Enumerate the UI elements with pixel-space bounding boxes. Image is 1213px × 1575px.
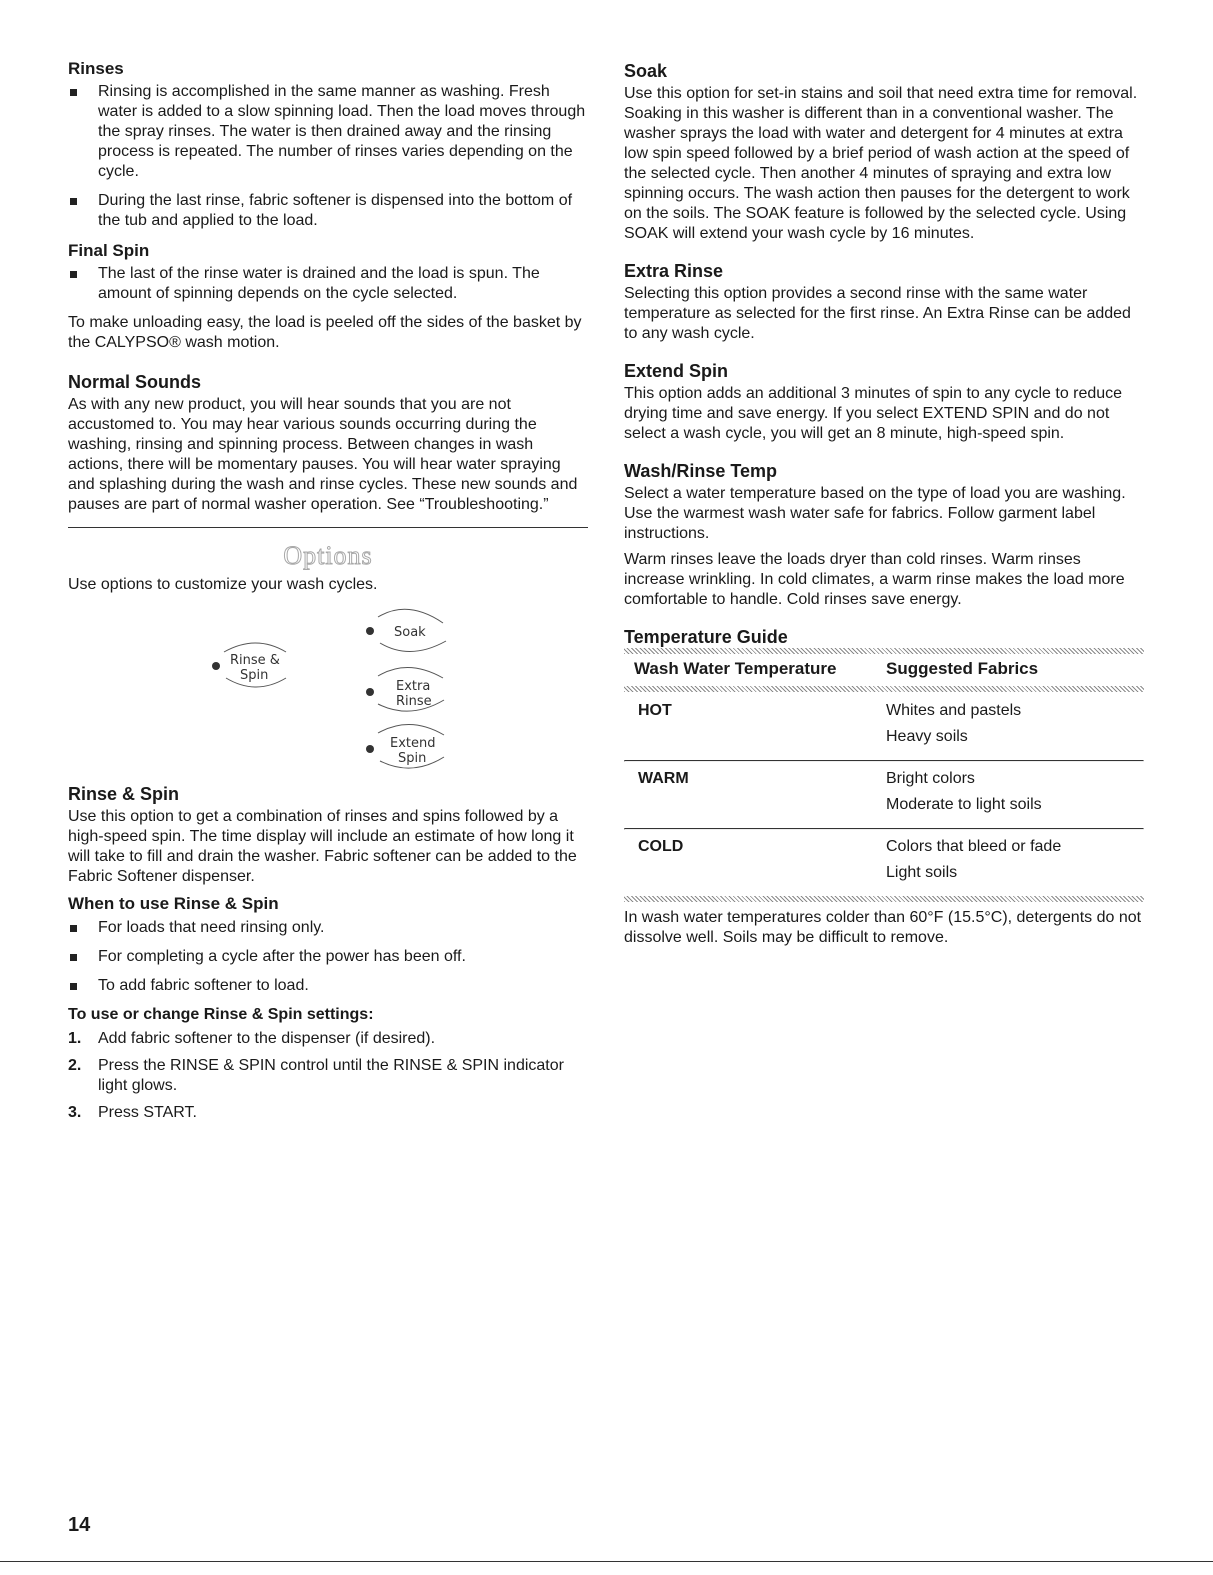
extend-spin-label-line2: Spin bbox=[398, 751, 427, 766]
temperature-guide-table bbox=[624, 648, 1144, 902]
rinse-spin-label-line1: Rinse & bbox=[230, 653, 280, 668]
extra-rinse-control-graphic bbox=[358, 660, 458, 715]
step-item bbox=[68, 1103, 588, 1123]
wash-rinse-temp-heading: Wash/Rinse Temp bbox=[624, 461, 778, 481]
extend-spin-control bbox=[358, 717, 458, 773]
rinse-spin-heading: Rinse & Spin bbox=[68, 784, 180, 804]
soak-heading: Soak bbox=[624, 61, 668, 81]
when-to-use-bullet: For completing a cycle after the power has been off. bbox=[68, 947, 588, 967]
table-bottom-border bbox=[624, 896, 1144, 902]
change-settings-heading: To use or change Rinse & Spin settings: bbox=[68, 1006, 374, 1023]
step-text: Press START. bbox=[98, 1104, 197, 1121]
when-to-use-heading: When to use Rinse & Spin bbox=[68, 894, 279, 913]
table-header bbox=[624, 654, 1144, 686]
options-title: Options bbox=[283, 541, 373, 570]
fabric-cell bbox=[886, 834, 1144, 886]
wash-rinse-temp-paragraph: Warm rinses leave the loads dryer than cold rinses. Warm rinses increase wrinkling. In cold climates, a warm rinse makes the load more comfortable to handle. Cold rinses save energy. bbox=[624, 551, 1125, 608]
when-to-use-bullet: To add fabric softener to load. bbox=[68, 976, 588, 996]
normal-sounds-heading: Normal Sounds bbox=[68, 372, 202, 392]
table-row bbox=[624, 830, 1144, 896]
extra-rinse-label-line2: Rinse bbox=[396, 694, 432, 709]
soak-control bbox=[358, 605, 458, 655]
fabric-cell bbox=[886, 766, 1144, 818]
options-intro: Use options to customize your wash cycles. bbox=[68, 576, 378, 593]
temperature-guide-heading: Temperature Guide bbox=[624, 627, 788, 647]
fabric-line: Whites and pastels bbox=[886, 702, 1022, 719]
fabric-line: Moderate to light soils bbox=[886, 796, 1042, 813]
soak-indicator-light bbox=[366, 627, 374, 635]
rinses-heading: Rinses bbox=[68, 59, 124, 78]
extend-spin-control-graphic bbox=[358, 717, 458, 773]
fabric-line: Colors that bleed or fade bbox=[886, 838, 1062, 855]
fabric-line: Heavy soils bbox=[886, 728, 968, 745]
when-to-use-bullet: For loads that need rinsing only. bbox=[68, 918, 588, 938]
extend-spin-label-line1: Extend bbox=[390, 736, 436, 751]
temp-cell: WARM bbox=[638, 770, 689, 787]
options-control-illustration bbox=[68, 605, 588, 775]
extra-rinse-indicator-light bbox=[366, 688, 374, 696]
page-number: 14 bbox=[68, 1514, 91, 1536]
soak-label: Soak bbox=[394, 625, 426, 640]
extra-rinse-heading: Extra Rinse bbox=[624, 261, 724, 281]
section-divider bbox=[68, 527, 588, 528]
rinse-spin-label-line2: Spin bbox=[240, 668, 269, 683]
step-number: 1. bbox=[68, 1030, 82, 1047]
temp-cell: HOT bbox=[638, 702, 672, 719]
normal-sounds-paragraph: As with any new product, you will hear sounds that you are not accustomed to. You may hear various sounds occurring during the washing, rinsing and spinning process. Between changes in wash actions, there will be momentary pauses. You will hear water spraying and splashing during the wash and rinse cycles. These new sounds and pauses are part of normal washer operation. See “Troubleshooting.” bbox=[68, 396, 578, 513]
extend-spin-paragraph: This option adds an additional 3 minutes of spin to any cycle to reduce drying time and save energy. If you select EXTEND SPIN and do not select a wash cycle, you will get an 8 minute, high-speed spin. bbox=[624, 385, 1123, 442]
step-text: Press the RINSE & SPIN control until the RINSE & SPIN indicator light glows. bbox=[98, 1057, 564, 1094]
extra-rinse-control bbox=[358, 660, 458, 715]
extend-spin-indicator-light bbox=[366, 745, 374, 753]
column-header-fabrics: Suggested Fabrics bbox=[886, 659, 1039, 678]
temperature-note: In wash water temperatures colder than 60°F (15.5°C), detergents do not dissolve well. Soils may be difficult to remove. bbox=[624, 909, 1142, 946]
fabric-cell bbox=[886, 698, 1144, 750]
fabric-line: Light soils bbox=[886, 864, 958, 881]
final-spin-paragraph: To make unloading easy, the load is peeled off the sides of the basket by the CALYPSO® wash motion. bbox=[68, 314, 582, 351]
extra-rinse-paragraph: Selecting this option provides a second rinse with the same water temperature as selected for the first rinse. An Extra Rinse can be added to any wash cycle. bbox=[624, 285, 1131, 342]
rinse-spin-control-graphic bbox=[206, 638, 306, 693]
rinse-spin-indicator-light bbox=[212, 662, 220, 670]
step-number: 3. bbox=[68, 1104, 82, 1121]
soak-control-graphic bbox=[358, 605, 458, 655]
soak-paragraph: Use this option for set-in stains and soil that need extra time for removal. Soaking in this washer is different than in a conventional washer. The washer sprays the load with water and detergent for 4 minutes at extra low spin speed followed by a brief period of wash action at the speed of the selected cycle. Then another 4 minutes of spraying and extra low spinning occurs. The wash action then pauses for the detergent to work on the soils. The SOAK feature is followed by the selected cycle. Using SOAK will extend your wash cycle by 16 minutes. bbox=[624, 85, 1138, 242]
right-column bbox=[624, 58, 1144, 948]
step-item bbox=[68, 1056, 588, 1096]
fabric-line: Bright colors bbox=[886, 770, 975, 787]
rinse-spin-paragraph: Use this option to get a combination of rinses and spins followed by a high-speed spin. The time display will include an estimate of how long it will take to fill and drain the washer. Fabric softener can be added to the Fabric Softener dispenser. bbox=[68, 808, 577, 885]
left-column bbox=[68, 58, 588, 1123]
rinses-bullet: Rinsing is accomplished in the same manner as washing. Fresh water is added to a slow spinning load. Then the load moves through the spray rinses. The water is then drained away and the rinsing process is repeated. The number of rinses varies depending on the cycle. bbox=[68, 82, 588, 182]
step-text: Add fabric softener to the dispenser (if desired). bbox=[98, 1030, 436, 1047]
extra-rinse-label-line1: Extra bbox=[396, 679, 431, 694]
table-row bbox=[624, 762, 1144, 828]
wash-rinse-temp-paragraph: Select a water temperature based on the type of load you are washing. Use the warmest wash water safe for fabrics. Follow garment label instructions. bbox=[624, 485, 1126, 542]
temp-cell: COLD bbox=[638, 838, 684, 855]
final-spin-bullet: The last of the rinse water is drained and the load is spun. The amount of spinning depends on the cycle selected. bbox=[68, 264, 588, 304]
step-number: 2. bbox=[68, 1057, 82, 1074]
extend-spin-heading: Extend Spin bbox=[624, 361, 729, 381]
footer-rule bbox=[0, 1561, 1213, 1562]
rinse-spin-control bbox=[206, 638, 306, 693]
step-item bbox=[68, 1029, 588, 1049]
table-row bbox=[624, 692, 1144, 760]
column-header-temperature: Wash Water Temperature bbox=[634, 659, 837, 678]
rinses-bullet: During the last rinse, fabric softener is dispensed into the bottom of the tub and applied to the load. bbox=[68, 191, 588, 231]
final-spin-heading: Final Spin bbox=[68, 241, 150, 260]
